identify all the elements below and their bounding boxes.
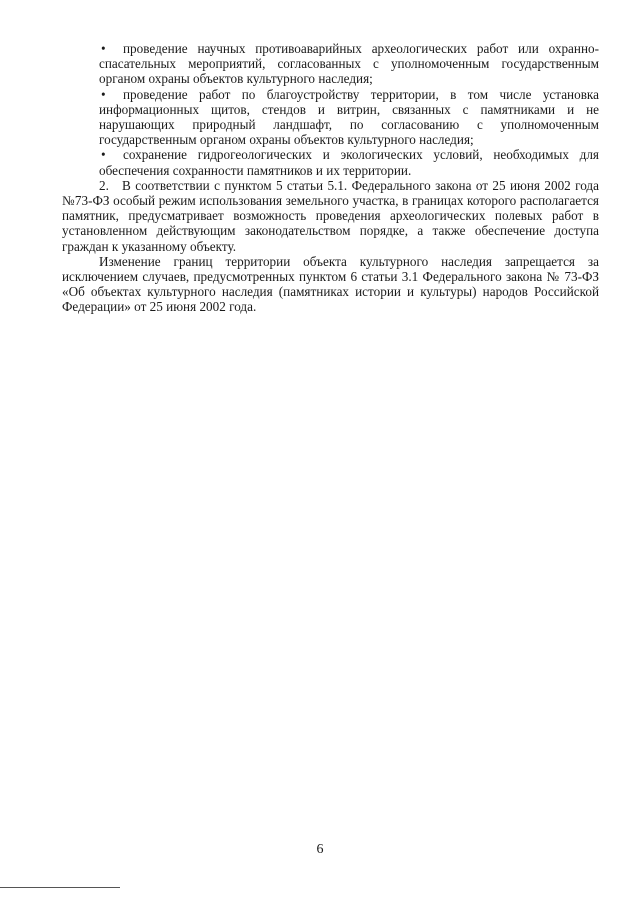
bullet-icon: • [101, 41, 106, 56]
bullet-item-1 [99, 41, 599, 87]
paragraph-2-text: 2. В соответствии с пунктом 5 статьи 5.1. Федерального закона от 25 июня 2002 года №73-ФЗ особый режим использования земельного участка, в границах которого располагается памятник, предусматривает возможность проведения археологических полевых работ в установленном действующим законодательством порядке, а также обеспечение доступа граждан к указанному объекту. [62, 177, 599, 254]
page-number: 6 [316, 842, 324, 857]
bullet-item-3 [99, 147, 599, 177]
bullet-text-1: проведение научных противоаварийных археологических работ или охранно-спасательных мероприятий, согласованных с уполномоченным государственным органом охраны объектов культурного наследия; [99, 41, 599, 87]
document-body [62, 41, 599, 315]
footer-divider [0, 887, 120, 888]
paragraph-2-wrapper [62, 178, 599, 254]
bullet-item-2 [99, 87, 599, 148]
bullet-icon: • [101, 86, 106, 102]
paragraph-3-text: Изменение границ территории объекта культурного наследия запрещается за исключением случаев, предусмотренных пунктом 6 статьи 3.1 Федерального закона № 73-ФЗ «Об объектах культурного наследия (памятниках истории и культуры) народов Российской Федерации» от 25 июня 2002 года. [62, 253, 599, 315]
paragraph-3 [62, 254, 599, 315]
paragraph-2 [62, 178, 599, 254]
bullet-icon: • [101, 147, 106, 163]
bullet-text-2: проведение работ по благоустройству территории, в том числе установка информационных щитов, стендов и витрин, связанных с памятниками и не нарушающих природный ландшафт, по согласованию с уполномоченным государственным органом охраны объектов культурного наследия; [99, 86, 599, 148]
bullet-text-3: сохранение гидрогеологических и экологических условий, необходимых для обеспечения сохранности памятников и их территории. [99, 147, 599, 178]
bullet-list [99, 41, 599, 178]
